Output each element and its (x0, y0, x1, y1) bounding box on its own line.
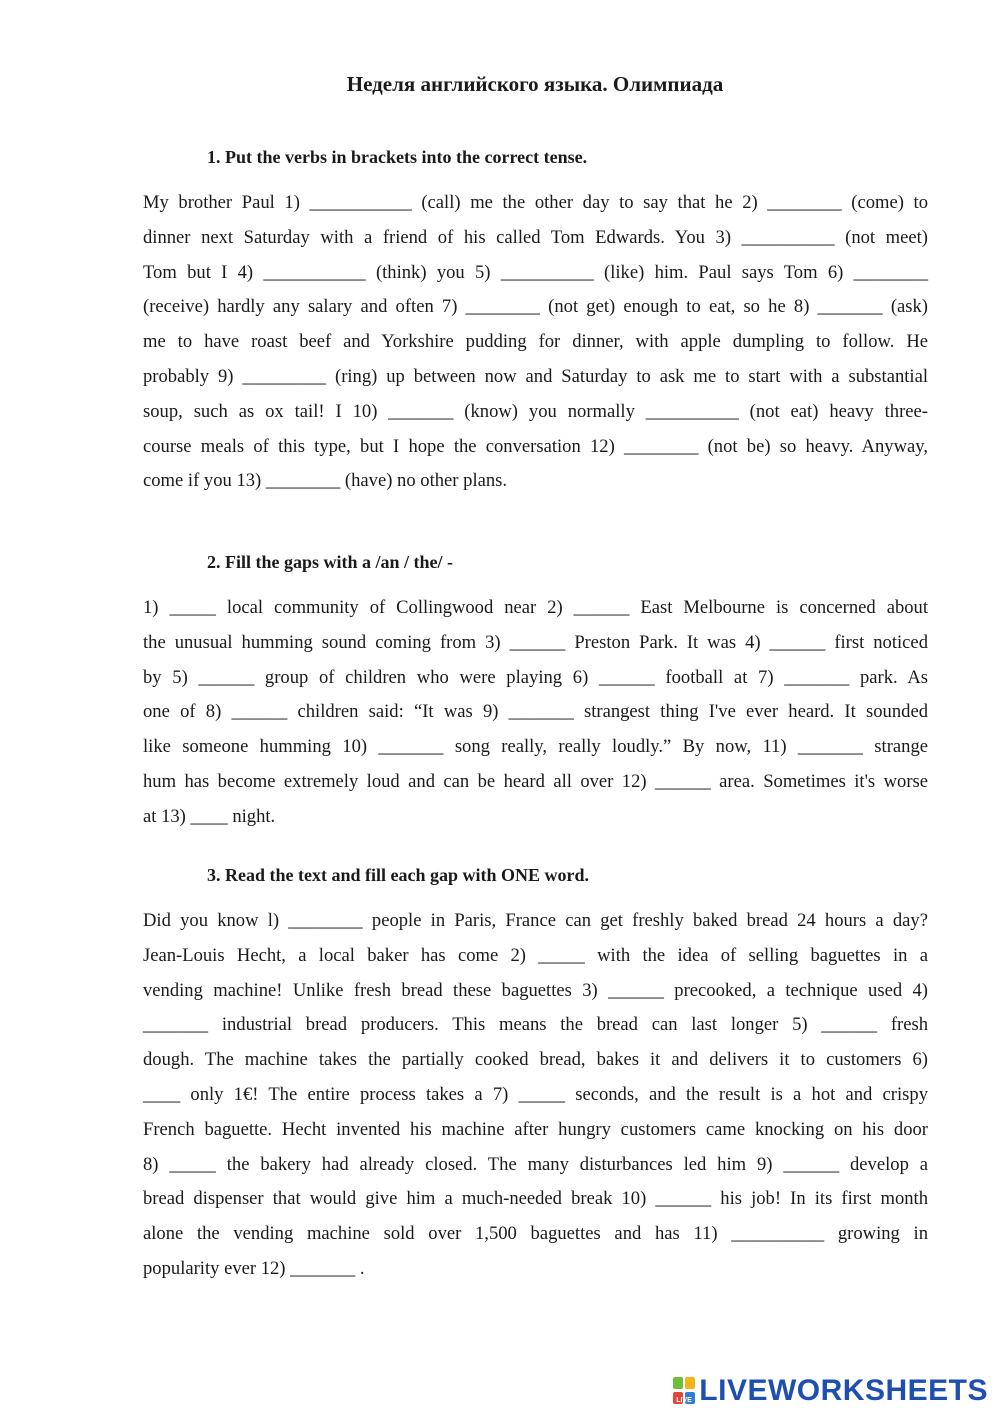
text-line: me to have roast beef and Yorkshire pudding for dinner, with apple dumpling to follow. He (143, 331, 928, 353)
page-title: Неделя английского языка. Олимпиада (346, 72, 724, 96)
liveworksheets-logo (673, 1376, 988, 1406)
text-line: French baguette. Hecht invented his machine after hungry customers came knocking on his door (143, 1118, 928, 1140)
text-line: Tom but I 4) ___________ (think) you 5) __________ (like) him. Paul says Tom 6) ________ (143, 261, 928, 283)
text-line: like someone humming 10) _______ song really, really loudly.” By now, 11) _______ strange (143, 736, 928, 758)
section-2-text (143, 591, 928, 835)
text-line: hum has become extremely loud and can be heard all over 12) ______ area. Sometimes it's worse (143, 770, 928, 792)
text-line: dinner next Saturday with a friend of his called Tom Edwards. You 3) __________ (not meet) (143, 226, 928, 248)
text-line: at 13) ____ night. (143, 805, 276, 827)
text-line: popularity ever 12) _______ . (143, 1257, 365, 1279)
text-line: bread dispenser that would give him a much-needed break 10) ______ his job! In its first month (143, 1188, 928, 1210)
logo-icon-letters: LIVE (676, 1397, 693, 1404)
text-line: Did you know l) ________ people in Paris, France can get freshly baked bread 24 hours a day? (143, 910, 928, 931)
section-3-heading: 3. Read the text and fill each gap with ONE word. (207, 865, 589, 885)
liveworksheets-logo-text: LIVEWORKSHEETS (699, 1374, 988, 1407)
text-line: (receive) hardly any salary and often 7) ________ (not get) enough to eat, so he 8) _______ (ask) (143, 296, 928, 318)
section-2-heading: 2. Fill the gaps with a /an / the/ - (207, 552, 454, 572)
text-line: Jean-Louis Hecht, a local baker has come 2) _____ with the idea of selling baguettes in a (143, 944, 928, 966)
section-3-text (143, 904, 928, 1287)
text-line: alone the vending machine sold over 1,500 baguettes and has 11) __________ growing in (143, 1223, 928, 1245)
text-line: ____ only 1€! The entire process takes a 7) _____ seconds, and the result is a hot and crispy (143, 1083, 928, 1105)
text-line: 1) _____ local community of Collingwood near 2) ______ East Melbourne is concerned about (143, 597, 928, 618)
section-1-heading: 1. Put the verbs in brackets into the correct tense. (207, 147, 588, 167)
text-line: come if you 13) ________ (have) no other plans. (143, 470, 508, 492)
text-line: My brother Paul 1) ___________ (call) me the other day to say that he 2) ________ (come) to (143, 192, 928, 213)
text-line: soup, such as ox tail! I 10) _______ (know) you normally __________ (not eat) heavy three- (143, 400, 928, 422)
text-line: the unusual humming sound coming from 3) ______ Preston Park. It was 4) ______ first noticed (143, 631, 928, 653)
text-line: _______ industrial bread producers. This means the bread can last longer 5) ______ fresh (143, 1014, 928, 1036)
text-line: one of 8) ______ children said: “It was 9) _______ strangest thing I've ever heard. It sounded (143, 701, 928, 723)
logo-icon-block-i (685, 1377, 695, 1389)
text-line: 8) _____ the bakery had already closed. The many disturbances led him 9) ______ develop a (143, 1153, 928, 1175)
text-line: by 5) ______ group of children who were playing 6) ______ football at 7) _______ park. As (143, 666, 928, 688)
liveworksheets-logo-icon (673, 1377, 695, 1405)
section-1-text (143, 186, 928, 499)
text-line: vending machine! Unlike fresh bread these baguettes 3) ______ precooked, a technique used 4) (143, 979, 928, 1001)
text-line: probably 9) _________ (ring) up between now and Saturday to ask me to start with a substantial (143, 365, 928, 387)
logo-icon-block-l (673, 1377, 683, 1389)
text-line: course meals of this type, but I hope the conversation 12) ________ (not be) so heavy. Anyway, (143, 435, 928, 457)
text-line: dough. The machine takes the partially cooked bread, bakes it and delivers it to customers 6) (143, 1049, 928, 1071)
